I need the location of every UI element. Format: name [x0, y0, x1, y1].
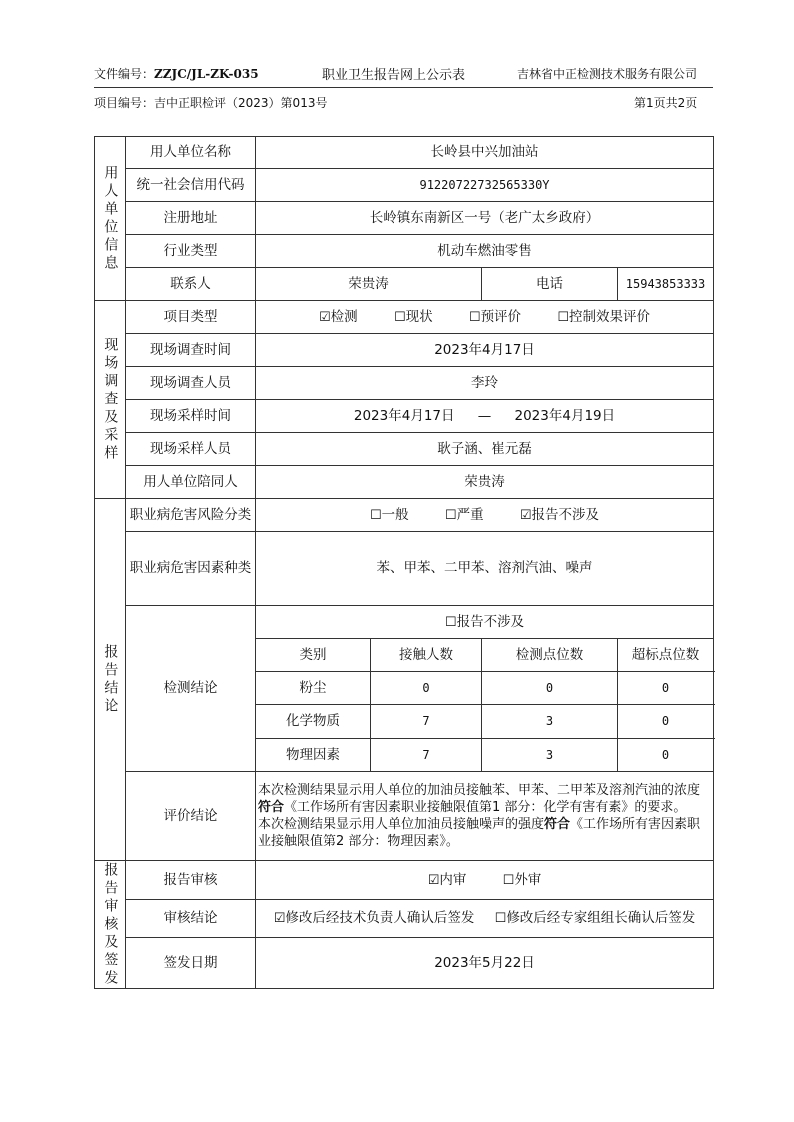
disclosure-table	[94, 136, 714, 989]
cell-points: 0	[482, 672, 618, 705]
cell-exposed: 7	[371, 739, 482, 772]
option-label: 严重	[456, 506, 484, 523]
escort-label: 用人单位陪同人	[126, 466, 256, 499]
address-label: 注册地址	[126, 202, 256, 235]
option-control-effect[interactable]	[557, 309, 650, 326]
column-header: 接触人数	[371, 639, 482, 672]
option-label: 报告不涉及	[456, 613, 525, 630]
option-label: 一般	[381, 506, 409, 523]
section-survey: 现场调查及采样	[95, 301, 126, 499]
eval-conclusion	[256, 772, 714, 861]
option-testing[interactable]	[319, 309, 358, 326]
project-number	[94, 94, 327, 111]
option-internal-audit[interactable]	[428, 872, 467, 889]
column-header: 检测点位数	[482, 639, 618, 672]
employer-name-label: 用人单位名称	[126, 137, 256, 169]
option-label: 报告不涉及	[531, 506, 600, 523]
sampling-start: 2023年4月17日	[353, 407, 455, 424]
option-pre-evaluation[interactable]	[469, 309, 521, 326]
eval-paragraph-physical	[258, 816, 711, 850]
industry: 机动车燃油零售	[256, 235, 714, 268]
eval-text: 《工作场所有害因素职业接触限值第1 部分：化学有害有素》的要求。	[284, 800, 687, 815]
cell-exposed: 7	[371, 705, 482, 739]
issue-date-label: 签发日期	[126, 938, 256, 989]
option-label: 现状	[405, 308, 433, 325]
project-number-label: 项目编号：	[94, 96, 155, 110]
audit-options	[256, 861, 714, 900]
address: 长岭镇东南新区一号（老广太乡政府）	[256, 202, 714, 235]
phone-label: 电话	[482, 268, 618, 301]
checkbox-checked-icon: ☑	[427, 872, 440, 888]
sampling-time	[256, 400, 714, 433]
sampler: 耿子涵、崔元磊	[256, 433, 714, 466]
project-type-options	[256, 301, 714, 334]
checkbox-checked-icon: ☑	[319, 309, 331, 325]
issue-date: 2023年5月22日	[256, 938, 714, 989]
eval-verdict: 符合	[544, 817, 571, 832]
phone: 15943853333	[618, 268, 714, 301]
checkbox-checked-icon: ☑	[273, 911, 286, 927]
project-number-value: 吉中正职检评（2023）第013号	[154, 96, 328, 110]
cell-category: 物理因素	[256, 739, 371, 772]
file-number	[94, 65, 259, 82]
column-header: 超标点位数	[618, 639, 714, 672]
eval-text: 《工作场所有害因素职业接触限值第2 部分：物理因素》。	[258, 817, 701, 849]
option-serious[interactable]	[445, 507, 484, 524]
checkbox-checked-icon: ☑	[519, 507, 532, 523]
cell-points: 3	[482, 739, 618, 772]
checkbox-empty-icon: ☐	[494, 911, 507, 927]
cell-points: 3	[482, 705, 618, 739]
survey-time-label: 现场调查时间	[126, 334, 256, 367]
eval-paragraph-chemical	[258, 782, 711, 816]
option-external-audit[interactable]	[503, 872, 542, 889]
option-expert-lead[interactable]	[495, 910, 696, 927]
contact-label: 联系人	[126, 268, 256, 301]
option-label: 修改后经专家组组长确认后签发	[506, 910, 696, 927]
surveyor-label: 现场调查人员	[126, 367, 256, 400]
checkbox-empty-icon: ☐	[468, 309, 481, 325]
option-tech-lead[interactable]	[274, 910, 475, 927]
page-title: 职业卫生报告网上公示表	[322, 68, 466, 83]
checkbox-empty-icon: ☐	[444, 614, 457, 630]
header-divider	[94, 87, 713, 88]
option-label: 修改后经技术负责人确认后签发	[285, 910, 475, 927]
risk-label: 职业病危害风险分类	[126, 499, 256, 532]
eval-label: 评价结论	[126, 772, 256, 861]
option-status[interactable]	[394, 309, 433, 326]
industry-label: 行业类型	[126, 235, 256, 268]
factors-label: 职业病危害因素种类	[126, 532, 256, 606]
checkbox-empty-icon: ☐	[369, 507, 382, 523]
credit-code: 91220722732565330Y	[256, 169, 714, 202]
risk-options	[256, 499, 714, 532]
employer-name: 长岭县中兴加油站	[256, 137, 714, 169]
checkbox-empty-icon: ☐	[393, 309, 406, 325]
eval-text: 本次检测结果显示用人单位加油员接触噪声的强度	[258, 817, 545, 832]
column-header: 类别	[256, 639, 371, 672]
cell-category: 粉尘	[256, 672, 371, 705]
checkbox-empty-icon: ☐	[557, 309, 570, 325]
company-name: 吉林省中正检测技术服务有限公司	[517, 67, 698, 81]
checkbox-empty-icon: ☐	[444, 507, 457, 523]
eval-text: 本次检测结果显示用人单位的加油员接触苯、甲苯、二甲苯及溶剂汽油的浓度	[258, 783, 701, 798]
sampling-separator: —	[477, 407, 492, 424]
section-review: 报告审核及签发	[95, 861, 126, 989]
section-employer: 用人单位信息	[95, 137, 126, 301]
section-conclusion: 报告结论	[95, 499, 126, 861]
detect-not-applicable[interactable]	[256, 606, 714, 639]
contact: 荣贵涛	[256, 268, 482, 301]
audit-label: 报告审核	[126, 861, 256, 900]
option-label: 预评价	[480, 308, 522, 325]
credit-code-label: 统一社会信用代码	[126, 169, 256, 202]
checkbox-empty-icon: ☐	[502, 872, 515, 888]
cell-category: 化学物质	[256, 705, 371, 739]
detect-label: 检测结论	[126, 606, 256, 772]
eval-verdict: 符合	[258, 800, 285, 815]
sampling-end: 2023年4月19日	[514, 407, 616, 424]
option-label: 内审	[439, 871, 467, 888]
result-label: 审核结论	[126, 900, 256, 938]
cell-exceed: 0	[618, 672, 714, 705]
option-label: 控制效果评价	[569, 308, 651, 325]
factors: 苯、甲苯、二甲苯、溶剂汽油、噪声	[256, 532, 714, 606]
file-number-label: 文件编号：	[94, 67, 155, 81]
option-general[interactable]	[370, 507, 409, 524]
cell-exceed: 0	[618, 739, 714, 772]
option-not-applicable[interactable]	[520, 507, 599, 524]
option-label: 检测	[330, 308, 358, 325]
sampler-label: 现场采样人员	[126, 433, 256, 466]
option-label: 外审	[514, 871, 542, 888]
escort: 荣贵涛	[256, 466, 714, 499]
page-number: 第1页共2页	[634, 96, 698, 110]
file-number-value: ZZJC/JL-ZK-035	[154, 67, 259, 81]
sampling-time-label: 现场采样时间	[126, 400, 256, 433]
project-type-label: 项目类型	[126, 301, 256, 334]
cell-exposed: 0	[371, 672, 482, 705]
surveyor: 李玲	[256, 367, 714, 400]
result-options	[256, 900, 714, 938]
cell-exceed: 0	[618, 705, 714, 739]
survey-time: 2023年4月17日	[256, 334, 714, 367]
